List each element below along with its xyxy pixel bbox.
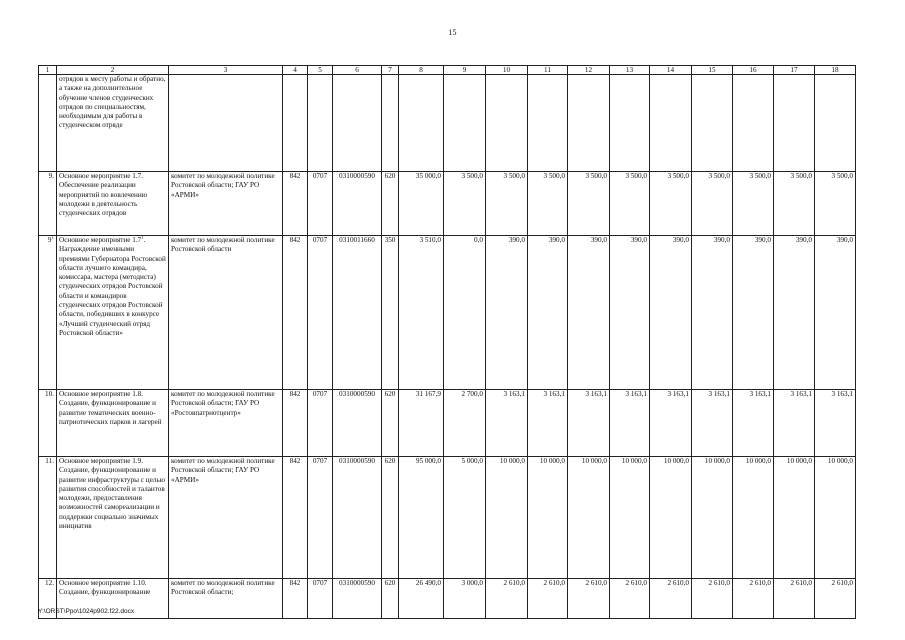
amount-cell: 35 000,0 [399, 172, 444, 236]
col-header: 3 [169, 66, 283, 75]
amount-cell: 10 000,0 [650, 457, 692, 579]
table-row [39, 457, 856, 579]
vr-code [382, 75, 399, 172]
col-header: 16 [733, 66, 774, 75]
header-row [39, 66, 856, 75]
col-header: 18 [815, 66, 856, 75]
csr-code: 0310011660 [333, 236, 382, 390]
amount-cell: 10 000,0 [486, 457, 528, 579]
col-header: 4 [283, 66, 308, 75]
amount-cell: 3 500,0 [610, 172, 650, 236]
vr-code: 620 [382, 457, 399, 579]
col-header: 11 [528, 66, 568, 75]
col-header: 10 [486, 66, 528, 75]
amount-cell [568, 75, 610, 172]
amount-cell [399, 75, 444, 172]
amount-cell [610, 75, 650, 172]
table-row [39, 75, 856, 172]
col-header: 1 [39, 66, 57, 75]
vr-code: 620 [382, 172, 399, 236]
rzpr-code: 0707 [308, 236, 333, 390]
amount-cell: 390,0 [610, 236, 650, 390]
amount-cell [650, 75, 692, 172]
grbs-code: 842 [283, 172, 308, 236]
activity-name: Основное мероприятие 1.9. Создание, функционирование и развитие инфраструктуры с целью развития способностей и талантов молодежи, предоставления возможностей самореализации и поддержки социально значимых инициатив [57, 457, 169, 579]
grbs-code: 842 [283, 457, 308, 579]
amount-cell: 2 610,0 [733, 579, 774, 619]
rzpr-code: 0707 [308, 457, 333, 579]
amount-cell: 3 163,1 [610, 390, 650, 457]
csr-code: 0310000590 [333, 172, 382, 236]
executor: комитет по молодежной политике Ростовской области; ГАУ РО «Ростовпатриотцентр» [169, 390, 283, 457]
amount-cell: 3 500,0 [774, 172, 815, 236]
amount-cell: 2 610,0 [774, 579, 815, 619]
activity-name: Основное мероприятие 1.8. Создание, функционирование и развитие тематических военно-патриотических парков и лагерей [57, 390, 169, 457]
rzpr-code [308, 75, 333, 172]
amount-cell: 3 500,0 [815, 172, 856, 236]
amount-cell: 3 163,1 [774, 390, 815, 457]
amount-cell: 2 610,0 [692, 579, 733, 619]
amount-cell: 390,0 [486, 236, 528, 390]
amount-cell: 390,0 [692, 236, 733, 390]
amount-cell: 390,0 [528, 236, 568, 390]
executor: комитет по молодежной политике Ростовской области; [169, 579, 283, 619]
activity-name: Основное мероприятие 1.10. Создание, функционирование [57, 579, 169, 619]
col-header: 6 [333, 66, 382, 75]
amount-cell: 31 167,9 [399, 390, 444, 457]
rzpr-code: 0707 [308, 390, 333, 457]
amount-cell: 2 610,0 [815, 579, 856, 619]
col-header: 14 [650, 66, 692, 75]
amount-cell: 10 000,0 [733, 457, 774, 579]
col-header: 5 [308, 66, 333, 75]
vr-code: 620 [382, 579, 399, 619]
amount-cell: 26 490,0 [399, 579, 444, 619]
amount-cell: 3 163,1 [650, 390, 692, 457]
amount-cell: 5 000,0 [444, 457, 486, 579]
col-header: 8 [399, 66, 444, 75]
amount-cell: 3 500,0 [486, 172, 528, 236]
amount-cell: 390,0 [568, 236, 610, 390]
csr-code: 0310000590 [333, 457, 382, 579]
csr-code: 0310000590 [333, 390, 382, 457]
csr-code [333, 75, 382, 172]
csr-code: 0310000590 [333, 579, 382, 619]
amount-cell: 0,0 [444, 236, 486, 390]
amount-cell: 3 510,0 [399, 236, 444, 390]
col-header: 7 [382, 66, 399, 75]
amount-cell: 3 163,1 [528, 390, 568, 457]
row-number: $9^1$ [39, 236, 57, 390]
amount-cell: 2 610,0 [568, 579, 610, 619]
amount-cell: 2 610,0 [610, 579, 650, 619]
col-header: 15 [692, 66, 733, 75]
executor [169, 75, 283, 172]
amount-cell: 10 000,0 [774, 457, 815, 579]
vr-code: 350 [382, 236, 399, 390]
file-path-footer: Y:\ORST\Ppo\1024p902.f22.docx [38, 608, 135, 615]
amount-cell [486, 75, 528, 172]
amount-cell: 10 000,0 [528, 457, 568, 579]
amount-cell: 2 610,0 [486, 579, 528, 619]
amount-cell [815, 75, 856, 172]
amount-cell: 3 163,1 [733, 390, 774, 457]
row-number: 11. [39, 457, 57, 579]
row-number: 9. [39, 172, 57, 236]
amount-cell: 3 163,1 [568, 390, 610, 457]
activity-name: Основное мероприятие $1.7^1$. Награждение именными премиями Губернатора Ростовской области лучшего командира, комиссара, мастера (методиста) студенческих отрядов Ростовской области и командиров студенческих отрядов Ростовской области, победивших в конкурсе «Лучший студенческий отряд Ростовской области» [57, 236, 169, 390]
amount-cell: 10 000,0 [815, 457, 856, 579]
page-number: 15 [448, 28, 457, 37]
amount-cell: 3 500,0 [692, 172, 733, 236]
col-header: 13 [610, 66, 650, 75]
amount-cell: 10 000,0 [692, 457, 733, 579]
amount-cell: 3 500,0 [444, 172, 486, 236]
amount-cell: 3 000,0 [444, 579, 486, 619]
executor: комитет по молодежной политике Ростовской области; ГАУ РО «АРМИ» [169, 172, 283, 236]
table-row [39, 172, 856, 236]
vr-code: 620 [382, 390, 399, 457]
amount-cell: 10 000,0 [610, 457, 650, 579]
amount-cell: 3 500,0 [528, 172, 568, 236]
col-header: 17 [774, 66, 815, 75]
budget-table [38, 65, 856, 619]
rzpr-code: 0707 [308, 579, 333, 619]
activity-name: отрядов к месту работы и обратно, а также на дополнительное обучение членов студенческих отрядов по специальностям, необходимым для работы в студенческом отряде [57, 75, 169, 172]
grbs-code [283, 75, 308, 172]
amount-cell: 10 000,0 [568, 457, 610, 579]
amount-cell: 3 500,0 [650, 172, 692, 236]
amount-cell: 390,0 [733, 236, 774, 390]
amount-cell: 3 500,0 [568, 172, 610, 236]
amount-cell: 390,0 [650, 236, 692, 390]
amount-cell [692, 75, 733, 172]
amount-cell: 95 000,0 [399, 457, 444, 579]
activity-name: Основное мероприятие 1.7. Обеспечение реализации мероприятий по вовлечению молодежи в деятельность студенческих отрядов [57, 172, 169, 236]
col-header: 9 [444, 66, 486, 75]
col-header: 12 [568, 66, 610, 75]
table-row [39, 579, 856, 619]
row-number [39, 75, 57, 172]
amount-cell: 390,0 [774, 236, 815, 390]
row-number: 12. [39, 579, 57, 619]
table-row [39, 390, 856, 457]
table-row [39, 236, 856, 390]
amount-cell: 390,0 [815, 236, 856, 390]
executor: комитет по молодежной политике Ростовской области; ГАУ РО «АРМИ» [169, 457, 283, 579]
amount-cell [774, 75, 815, 172]
amount-cell [444, 75, 486, 172]
amount-cell: 2 700,0 [444, 390, 486, 457]
executor: комитет по молодежной политике Ростовской области [169, 236, 283, 390]
row-number: 10. [39, 390, 57, 457]
grbs-code: 842 [283, 579, 308, 619]
amount-cell [733, 75, 774, 172]
col-header: 2 [57, 66, 169, 75]
amount-cell: 3 500,0 [733, 172, 774, 236]
amount-cell [528, 75, 568, 172]
amount-cell: 3 163,1 [815, 390, 856, 457]
rzpr-code: 0707 [308, 172, 333, 236]
grbs-code: 842 [283, 236, 308, 390]
grbs-code: 842 [283, 390, 308, 457]
amount-cell: 2 610,0 [528, 579, 568, 619]
amount-cell: 3 163,1 [486, 390, 528, 457]
amount-cell: 2 610,0 [650, 579, 692, 619]
amount-cell: 3 163,1 [692, 390, 733, 457]
